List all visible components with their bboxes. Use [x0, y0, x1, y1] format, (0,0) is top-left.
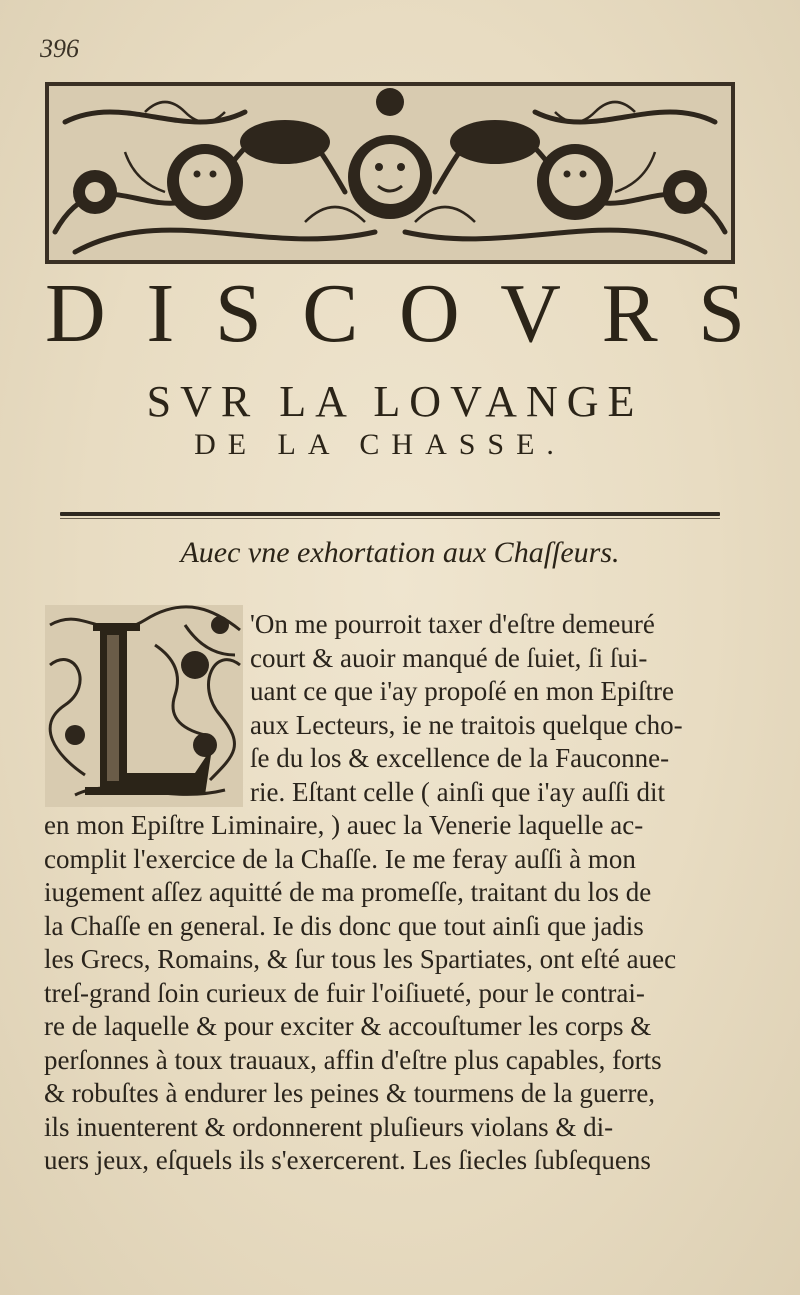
tagline: Auec vne exhortation aux Chaſſeurs. [180, 536, 620, 569]
page-number: 396 [40, 34, 79, 63]
text-line: rie. Eſtant celle ( ainſi que i'ay auſſi dit [250, 776, 665, 807]
title-letter: S [698, 267, 745, 360]
title-letter: D [45, 267, 106, 360]
text-line: complit l'exercice de la Chaſſe. Ie me feray auſſi à mon [44, 843, 636, 874]
text-line: aux Lecteurs, ie ne traitois quelque cho- [250, 709, 683, 740]
text-line: uant ce que i'ay propoſé en mon Epiſtre [250, 676, 674, 706]
text-line: ſe du los & excellence de la Fauconne- [250, 743, 670, 773]
body-text [44, 608, 744, 1178]
text-line: treſ-grand ſoin curieux de fuir l'oiſiueté, pour le contrai- [44, 977, 645, 1008]
subtitle-line-1: SVR LA LOVANGE [146, 377, 644, 426]
text-line: ils inuenterent & ordonnerent pluſieurs violans & di- [44, 1111, 614, 1142]
text-line: en mon Epiſtre Liminaire, ) auec la Venerie laquelle ac- [44, 810, 644, 840]
cherubs-headpiece-ornament [45, 82, 735, 264]
text-line: les Grecs, Romains, & ſur tous les Spartiates, ont eſté auec [44, 944, 677, 974]
title-letter: S [214, 267, 262, 360]
text-line: iugement aſſez aquitté de ma promeſſe, traitant du los de [44, 877, 652, 907]
main-title [45, 267, 745, 360]
subtitle-line-2: DE LA CHASSE. [194, 428, 566, 461]
text-line: re de laquelle & pour exciter & accouſtumer les corps & [44, 1011, 652, 1041]
title-letter: R [601, 267, 658, 360]
text-line: & robuſtes à endurer les peines & tourmens de la guerre, [44, 1078, 656, 1108]
text-line: perſonnes à toux trauaux, affin d'eſtre plus capables, forts [44, 1044, 662, 1075]
text-line: uers jeux, eſquels ils s'exercerent. Les ſiecles ſubſequens [44, 1145, 651, 1175]
title-letter: C [302, 267, 359, 360]
text-line: la Chaſſe en general. Ie dis donc que tout ainſi que jadis [44, 910, 644, 941]
horizontal-rule [60, 512, 720, 516]
text-line: 'On me pourroit taxer d'eſtre demeuré [250, 609, 655, 639]
title-letter: I [146, 267, 175, 360]
horizontal-rule-thin [60, 518, 720, 519]
title-letter: V [500, 267, 561, 360]
text-line: court & auoir manqué de ſuiet, ſi ſui- [250, 642, 648, 673]
title-letter: O [398, 267, 460, 360]
